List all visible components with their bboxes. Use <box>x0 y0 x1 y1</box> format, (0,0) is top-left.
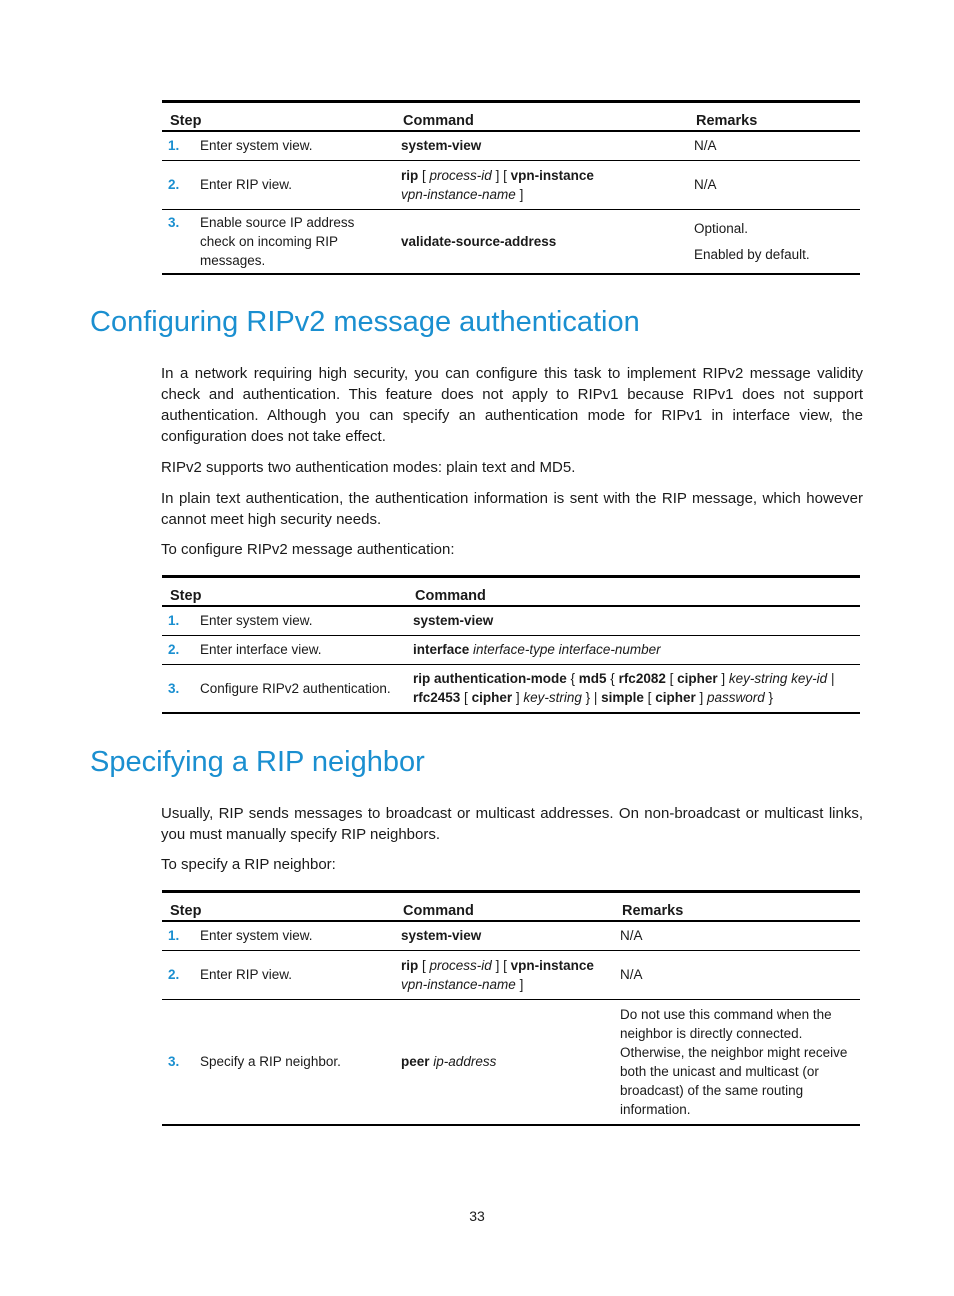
command-keyword: rip <box>401 167 419 183</box>
body-paragraph: In plain text authentication, the authentication information is sent with the RIP message, which however cannot meet high security needs. <box>161 490 863 528</box>
header-command: Command <box>395 102 688 132</box>
remarks-text: N/A <box>620 928 643 944</box>
section-heading: Configuring RIPv2 message authentication <box>90 306 640 338</box>
command-syntax: ] <box>515 976 524 992</box>
command-argument: key-string <box>523 690 582 706</box>
table-header-row <box>162 892 860 922</box>
table-row <box>162 209 860 274</box>
table-row <box>162 921 860 950</box>
step-number: 2. <box>168 642 180 657</box>
header-step: Step <box>162 577 407 607</box>
step-text: Enable source IP address check on incoming RIP messages. <box>200 214 355 268</box>
step-cell <box>162 664 407 713</box>
body-paragraph: In a network requiring high security, you can configure this task to implement RIPv2 message validity check and authentication. This feature does not apply to RIPv1 because RIPv1 does not support authentication. Although you can specify an authentication mode for RIPv1 in interface view, the configuration does not take effect. <box>161 365 863 445</box>
remarks-text: Do not use this command when the neighbor is directly connected. Otherwise, the neighbor might receive both the unicast and multicast (or broadcast) of the same routing information. <box>620 1006 848 1117</box>
step-number: 2. <box>168 177 180 192</box>
header-command: Command <box>407 577 860 607</box>
command-syntax: ] <box>695 690 707 706</box>
command-argument: process-id <box>429 957 492 973</box>
header-remarks: Remarks <box>614 892 860 922</box>
table-header-row <box>162 577 860 607</box>
step-cell <box>162 131 395 160</box>
step-number: 3. <box>168 680 180 696</box>
command-cell <box>407 606 860 635</box>
step-number: 3. <box>168 214 180 230</box>
step-text: Specify a RIP neighbor. <box>200 1054 341 1070</box>
command-syntax: ] <box>717 671 729 687</box>
command-cell <box>395 999 614 1125</box>
command-keyword: interface <box>413 642 470 657</box>
table-rip-neighbor <box>162 890 860 1126</box>
body-paragraph: RIPv2 supports two authentication modes: plain text and MD5. <box>161 459 576 476</box>
command-syntax: ] [ <box>491 957 511 973</box>
command-syntax: { <box>566 671 579 687</box>
command-cell <box>407 635 860 664</box>
remarks-text: N/A <box>620 967 643 982</box>
step-number: 1. <box>168 928 180 944</box>
command-keyword: rip <box>401 957 419 973</box>
step-number: 2. <box>168 967 180 982</box>
body-paragraph: To specify a RIP neighbor: <box>161 856 336 873</box>
step-text: Configure RIPv2 authentication. <box>200 680 391 696</box>
step-cell <box>162 950 395 999</box>
command-syntax: [ <box>460 690 472 706</box>
remarks-text: N/A <box>694 138 717 154</box>
command-syntax: ] <box>515 186 524 202</box>
remarks-cell <box>688 209 860 274</box>
section-heading: Specifying a RIP neighbor <box>90 746 425 778</box>
command-keyword: rfc2082 <box>618 671 666 687</box>
command-keyword: cipher <box>677 671 718 687</box>
table-row <box>162 664 860 713</box>
command-argument: interface-type interface-number <box>473 642 661 657</box>
command-syntax: { <box>606 671 619 687</box>
remarks-cell <box>688 160 860 209</box>
command-argument: vpn-instance-name <box>401 186 516 202</box>
step-number: 1. <box>168 613 180 629</box>
step-text: Enter system view. <box>200 928 313 944</box>
command-keyword: rfc2453 <box>413 690 461 706</box>
remarks-cell <box>614 921 860 950</box>
command-syntax: } | <box>581 690 602 706</box>
command-syntax: ] [ <box>491 167 511 183</box>
remarks-text: N/A <box>694 177 717 192</box>
step-cell <box>162 160 395 209</box>
command-argument: vpn-instance-name <box>401 976 516 992</box>
command-syntax: } <box>764 690 774 706</box>
command-syntax: [ <box>418 167 430 183</box>
table-row <box>162 950 860 999</box>
command-cell <box>395 131 688 160</box>
command-argument: process-id <box>429 167 492 183</box>
step-text: Enter system view. <box>200 613 313 629</box>
step-text: Enter interface view. <box>200 642 322 657</box>
command-keyword: rip authentication-mode <box>413 671 567 687</box>
command-syntax: | <box>827 671 835 687</box>
command-keyword: simple <box>601 690 644 706</box>
command-syntax: [ <box>665 671 678 687</box>
command-keyword: vpn-instance <box>510 957 594 973</box>
command-cell <box>395 921 614 950</box>
command-syntax: [ <box>418 957 430 973</box>
table-header-row <box>162 102 860 132</box>
header-remarks: Remarks <box>688 102 860 132</box>
command-keyword: peer <box>401 1054 430 1070</box>
table-rip-source-check <box>162 100 860 275</box>
command-keyword: vpn-instance <box>510 167 594 183</box>
remarks-cell <box>688 131 860 160</box>
remarks-text: Enabled by default. <box>694 246 810 262</box>
body-paragraph: To configure RIPv2 message authentication: <box>161 541 455 558</box>
command-keyword: system-view <box>401 138 482 154</box>
header-step: Step <box>162 892 395 922</box>
step-text: Enter RIP view. <box>200 177 293 192</box>
remarks-cell <box>614 950 860 999</box>
step-cell <box>162 606 407 635</box>
step-cell <box>162 635 407 664</box>
command-keyword: system-view <box>401 928 482 944</box>
command-cell <box>407 664 860 713</box>
step-cell <box>162 921 395 950</box>
command-syntax: [ <box>643 690 656 706</box>
command-keyword: system-view <box>413 613 494 629</box>
command-keyword: cipher <box>471 690 513 706</box>
command-argument: key-string key-id <box>728 671 828 687</box>
command-cell <box>395 160 688 209</box>
command-keyword: validate-source-address <box>401 233 557 249</box>
table-row <box>162 999 860 1125</box>
step-text: Enter RIP view. <box>200 967 293 982</box>
step-cell <box>162 999 395 1125</box>
command-argument: ip-address <box>433 1054 497 1070</box>
command-argument: password <box>706 690 765 706</box>
step-cell <box>162 209 395 274</box>
command-keyword: md5 <box>578 671 607 687</box>
step-number: 3. <box>168 1054 180 1070</box>
table-row <box>162 635 860 664</box>
header-step: Step <box>162 102 395 132</box>
remarks-cell <box>614 999 860 1125</box>
command-keyword: cipher <box>655 690 696 706</box>
table-row <box>162 606 860 635</box>
body-paragraph: Usually, RIP sends messages to broadcast or multicast addresses. On non-broadcast or multicast links, you must manually specify RIP neighbors. <box>161 805 863 843</box>
step-number: 1. <box>168 138 180 154</box>
remarks-text: Optional. <box>694 220 749 236</box>
step-text: Enter system view. <box>200 138 313 154</box>
header-command: Command <box>395 892 614 922</box>
command-cell <box>395 950 614 999</box>
table-row <box>162 131 860 160</box>
command-syntax: ] <box>512 690 524 706</box>
table-rip-authentication <box>162 575 860 714</box>
table-row <box>162 160 860 209</box>
page-number: 33 <box>469 1208 485 1224</box>
command-cell <box>395 209 688 274</box>
